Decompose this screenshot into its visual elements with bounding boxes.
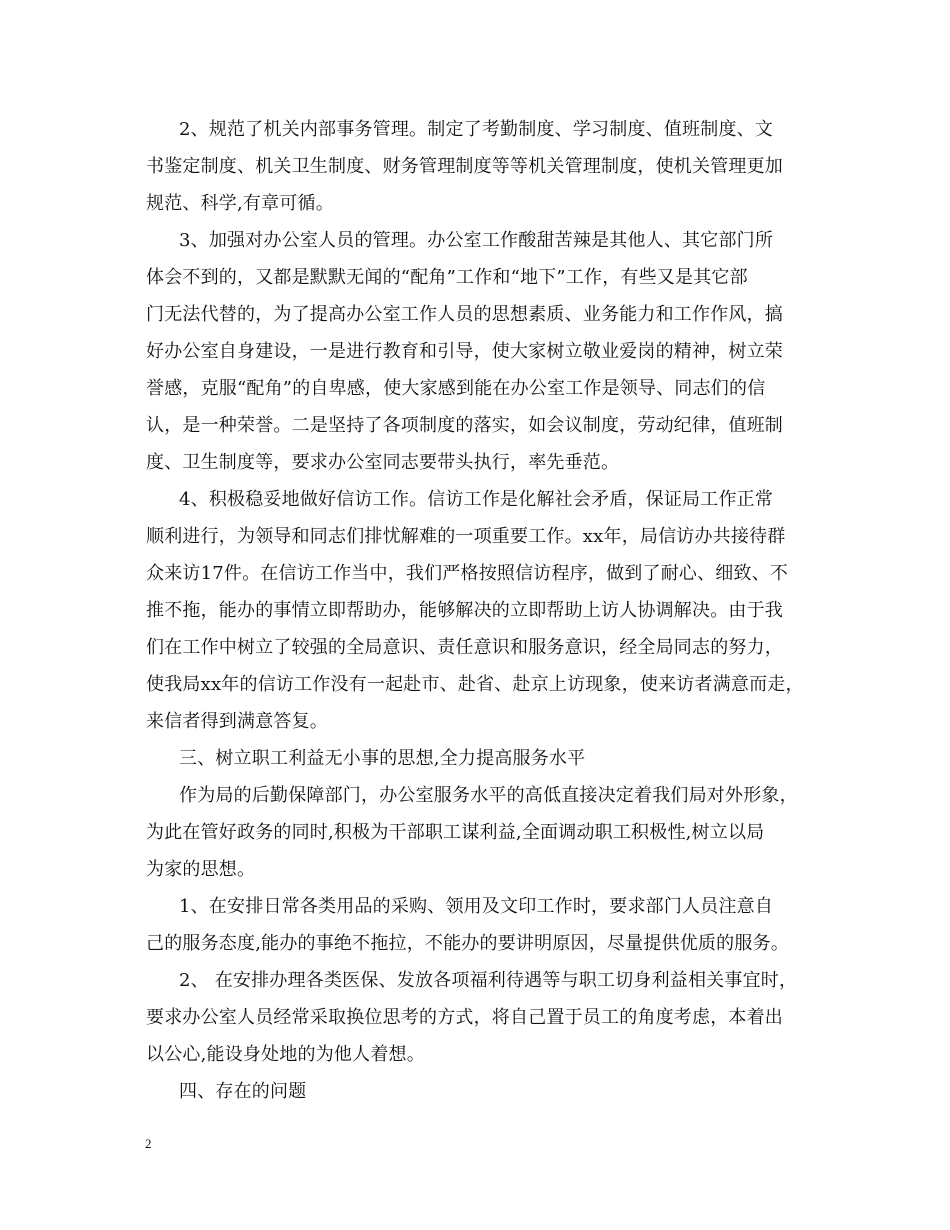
text-line: 要求办公室人员经常采取换位思考的方式，将自己置于员工的角度考虑，本着出 bbox=[146, 1007, 783, 1028]
text-line: 好办公室自身建设，一是进行教育和引导，使大家树立敬业爱岗的精神，树立荣 bbox=[146, 341, 783, 362]
section-heading: 四、存在的问题 bbox=[179, 1081, 307, 1102]
text-line: 1、在安排日常各类用品的采购、领用及文印工作时，要求部门人员注意自 bbox=[179, 896, 774, 917]
text-line: 度、卫生制度等，要求办公室同志要带头执行，率先垂范。 bbox=[146, 452, 620, 473]
text-line: 为家的思想。 bbox=[146, 859, 256, 880]
text-line: 认，是一种荣誉。二是坚持了各项制度的落实，如会议制度，劳动纪律，值班制 bbox=[146, 415, 783, 436]
text-line: 来信者得到满意答复。 bbox=[146, 711, 328, 732]
text-line: 顺利进行，为领导和同志们排忧解难的一项重要工作。xx年，局信访办共接待群 bbox=[146, 526, 786, 547]
text-line: 2、 在安排办理各类医保、发放各项福利待遇等与职工切身利益相关事宜时， bbox=[179, 970, 798, 991]
text-line: 誉感，克服“配角”的自卑感，使大家感到能在办公室工作是领导、同志们的信 bbox=[146, 378, 766, 399]
text-line: 3、加强对办公室人员的管理。办公室工作酸甜苦辣是其他人、其它部门所 bbox=[179, 230, 774, 251]
text-line: 规范、科学,有章可循。 bbox=[146, 193, 334, 214]
text-line: 4、积极稳妥地做好信访工作。信访工作是化解社会矛盾，保证局工作正常 bbox=[179, 489, 774, 510]
text-line: 门无法代替的，为了提高办公室工作人员的思想素质、业务能力和工作作风，搞 bbox=[146, 304, 783, 325]
section-heading: 三、树立职工利益无小事的思想,全力提高服务水平 bbox=[179, 748, 586, 769]
text-line: 己的服务态度,能办的事绝不拖拉，不能办的要讲明原因，尽量提供优质的服务。 bbox=[146, 933, 789, 954]
text-line: 体会不到的，又都是默默无闻的“配角”工作和“地下”工作，有些又是其它部 bbox=[146, 267, 748, 288]
text-line: 推不拖，能办的事情立即帮助办，能够解决的立即帮助上访人协调解决。由于我 bbox=[146, 600, 783, 621]
text-line: 众来访17件。在信访工作当中，我们严格按照信访程序，做到了耐心、细致、不 bbox=[146, 563, 789, 584]
text-line: 书鉴定制度、机关卫生制度、财务管理制度等等机关管理制度，使机关管理更加 bbox=[146, 156, 783, 177]
text-line: 们在工作中树立了较强的全局意识、责任意识和服务意识，经全局同志的努力， bbox=[146, 637, 783, 658]
text-line: 以公心,能设身处地的为他人着想。 bbox=[146, 1044, 425, 1065]
text-line: 使我局xx年的信访工作没有一起赴市、赴省、赴京上访现象，使来访者满意而走， bbox=[146, 674, 804, 695]
text-line: 为此在管好政务的同时,积极为干部职工谋利益,全面调动职工积极性,树立以局 bbox=[146, 822, 765, 843]
text-line: 2、规范了机关内部事务管理。制定了考勤制度、学习制度、值班制度、文 bbox=[179, 119, 774, 140]
text-line: 作为局的后勤保障部门，办公室服务水平的高低直接决定着我们局对外形象， bbox=[179, 785, 798, 806]
page-number: 2 bbox=[145, 1136, 152, 1151]
